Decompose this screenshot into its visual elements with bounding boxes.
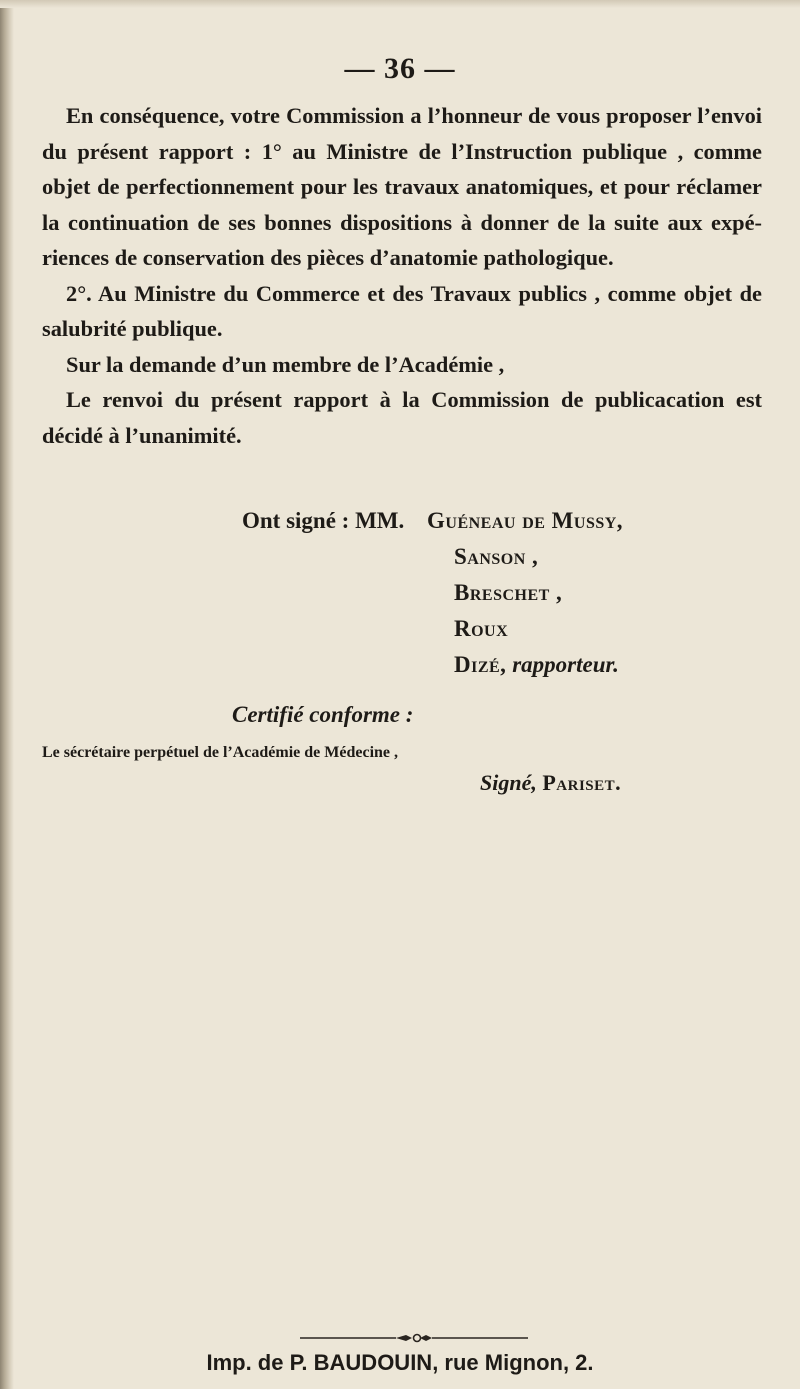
secretary-line: Le sécrétaire perpétuel de l’Académie de Médecine ,	[42, 744, 399, 761]
certified-conforme: Certifié conforme :	[232, 702, 414, 727]
printer-imprint: Imp. de P. BAUDOUIN, rue Mignon, 2.	[206, 1350, 594, 1375]
paragraph-member-request: Sur la demande d’un membre de l’Académie ,	[66, 351, 505, 377]
final-signature	[480, 770, 621, 796]
signatory-role: rapporteur.	[512, 652, 619, 677]
signatory-name: Roux	[454, 616, 509, 641]
signatory-name: Breschet ,	[454, 580, 563, 605]
page-binding-edge	[0, 0, 14, 1389]
signature-line	[242, 503, 623, 539]
signature-line	[242, 611, 623, 647]
printer-ornament	[300, 1332, 528, 1344]
final-signature-name: Pariset.	[542, 770, 622, 795]
body-text	[42, 98, 762, 453]
signature-line	[242, 575, 623, 611]
signatures-block	[242, 503, 623, 683]
signatures-label: Ont signé : MM.	[242, 508, 405, 533]
signature-line	[242, 539, 623, 575]
paragraph-unanimous-decision: Le renvoi du présent rapport à la Commission de publicacation est décidé à l’unanimité.	[42, 387, 762, 448]
signatory-name: Dizé,	[454, 652, 507, 677]
page-number: — 36 —	[344, 52, 456, 85]
final-signature-prefix: Signé,	[480, 770, 537, 795]
signature-line	[242, 647, 623, 683]
paragraph-conclusion: En conséquence, votre Commission a l’honneur de vous proposer l’envoi du présent rapport : 1° au Ministre de l’Instruction publique , comme objet de perfectionnement pour les travaux anatomiques, et pour réclamer la continuation de ses bonnes dispositions à donner de la suite aux expériences de conservation des pièces d’anatomie pathologique.	[42, 103, 762, 270]
signatory-name: Sanson ,	[454, 544, 539, 569]
signatory-name: Guéneau de Mussy,	[427, 508, 624, 533]
paragraph-commerce-minister: 2°. Au Ministre du Commerce et des Travaux publics , comme objet de salubrité publique.	[42, 280, 762, 341]
page-top-edge	[0, 0, 800, 8]
